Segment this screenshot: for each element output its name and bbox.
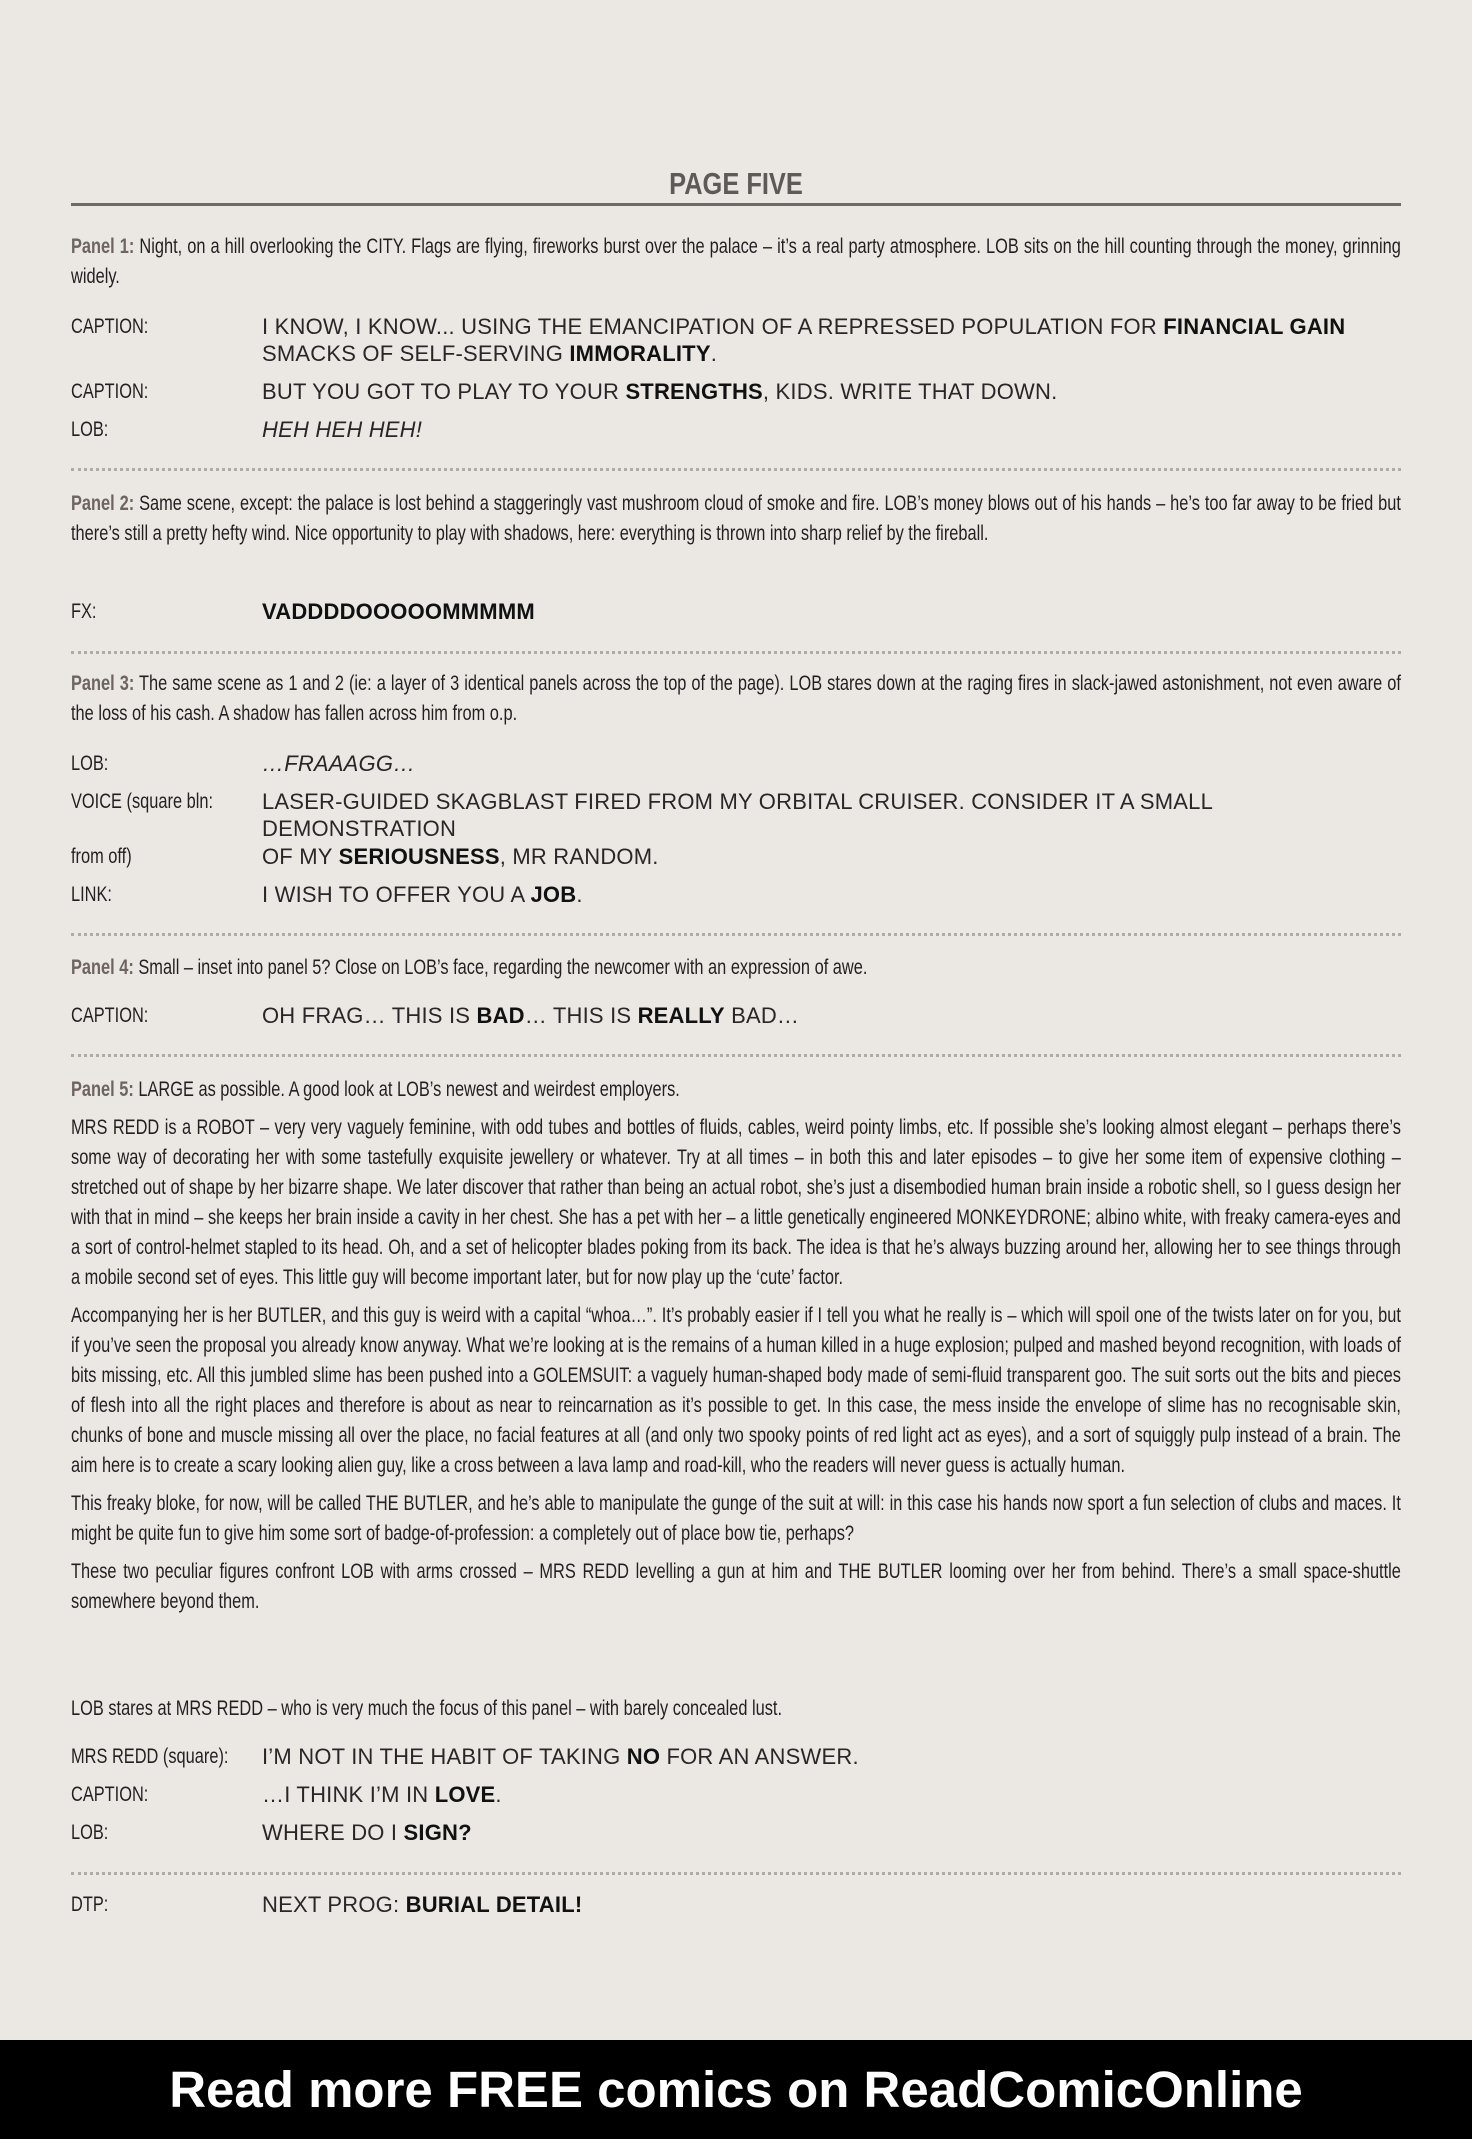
dialogue-line: BUT YOU GOT TO PLAY TO YOUR STRENGTHS, KIDS. WRITE THAT DOWN. bbox=[262, 379, 1058, 404]
speaker: CAPTION: bbox=[71, 315, 149, 338]
title-divider bbox=[71, 203, 1401, 206]
section-divider bbox=[71, 651, 1401, 654]
dialogue-line: VADDDDOOOOOMMMMM bbox=[262, 599, 535, 624]
dialogue-line: OH FRAG… THIS IS BAD… THIS IS REALLY BAD… bbox=[262, 1003, 800, 1028]
panel-label: Panel 5: bbox=[71, 1078, 134, 1101]
speaker: CAPTION: bbox=[71, 380, 149, 403]
dialogue-line: I WISH TO OFFER YOU A JOB. bbox=[262, 882, 583, 907]
section-divider bbox=[71, 933, 1401, 936]
speaker: LOB: bbox=[71, 752, 109, 775]
speaker: DTP: bbox=[71, 1893, 109, 1916]
dialogue-line: OF MY SERIOUSNESS, MR RANDOM. bbox=[262, 844, 659, 869]
panel-3-description bbox=[71, 669, 1401, 737]
paragraph: Accompanying her is her BUTLER, and this guy is weird with a capital “whoa…”. It’s probably easier if I tell you what he really is – which will spoil one of the twists later on for you, but if you’ve seen the proposal you already know anyway. What we’re looking at is the remains of a human killed in a huge explosion; pulped and mashed beyond recognition, with loads of bits missing, etc. All this jumbled slime has been pushed into a GOLEMSUIT: a vaguely human-shaped body made of semi-fluid transparent goo. The suit sorts out the bits and pieces of flesh into all the right places and therefore is about as near to reincarnation as it’s possible to get. In this case, the mess inside the envelope of slime has no recognisable skin, chunks of bone and muscle missing all over the place, no facial features at all (and only two spooky points of red light act as eyes), and a sort of squiggly pulp instead of a brain. The aim here is to create a scary looking alien guy, like a cross between a lava lamp and road-kill, who the readers will never guess is actually human. bbox=[71, 1304, 1401, 1477]
panel-text: Night, on a hill overlooking the CITY. Flags are flying, fireworks burst over the palace – it’s a real party atmosphere. LOB sits on the hill counting through the money, grinning widely. bbox=[71, 235, 1401, 288]
panel-text: Small – inset into panel 5? Close on LOB’s face, regarding the newcomer with an expression of awe. bbox=[133, 956, 868, 979]
speaker: LOB: bbox=[71, 418, 109, 441]
section-divider bbox=[71, 1872, 1401, 1875]
paragraph: MRS REDD is a ROBOT – very very vaguely feminine, with odd tubes and bottles of fluids, cables, weird pointy limbs, etc. If possible she’s looking almost elegant – perhaps there’s some way of decorating her with some tastefully exquisite jewellery or whatever. Try at all times – in both this and later episodes – to give her some item of expensive clothing – stretched out of shape by her bizarre shape. We later discover that rather than being an actual robot, she’s just a disembodied human brain inside a robotic shell, so I guess design her with that in mind – she keeps her brain inside a cavity in her chest. She has a pet with her – a little genetically engineered MONKEYDRONE; albino white, with freaky camera-eyes and a sort of control-helmet stapled to its head. Oh, and a set of helicopter blades poking from its back. The idea is that he’s always buzzing around her, allowing her to see things through a mobile second set of eyes. This little guy will become important later, but for now play up the ‘cute’ factor. bbox=[71, 1116, 1401, 1289]
speaker: LOB: bbox=[71, 1821, 109, 1844]
section-divider bbox=[71, 468, 1401, 471]
speaker: LINK: bbox=[71, 883, 112, 906]
dialogue-line: I’M NOT IN THE HABIT OF TAKING NO FOR AN ANSWER. bbox=[262, 1744, 859, 1769]
paragraph: This freaky bloke, for now, will be called THE BUTLER, and he’s able to manipulate the gunge of the suit at will: in this case his hands now sport a fun selection of clubs and maces. It might be quite fun to give him some sort of badge-of-profession: a completely out of place bow tie, perhaps? bbox=[71, 1492, 1401, 1545]
speaker: VOICE (square bln: bbox=[71, 790, 214, 813]
next-prog-line: NEXT PROG: BURIAL DETAIL! bbox=[262, 1892, 583, 1917]
panel-label: Panel 4: bbox=[71, 956, 134, 979]
panel-label: Panel 2: bbox=[71, 492, 135, 515]
paragraph: LOB stares at MRS REDD – who is very much the focus of this panel – with barely concealed lust. bbox=[71, 1697, 783, 1720]
panel-text: Same scene, except: the palace is lost behind a staggeringly vast mushroom cloud of smoke and fire. LOB’s money blows out of his hands – he’s too far away to be fried but there’s still a pretty hefty wind. Nice opportunity to play with shadows, here: everything is thrown into sharp relief by the fireball. bbox=[71, 492, 1401, 545]
panel-label: Panel 3: bbox=[71, 672, 135, 695]
panel-4-description bbox=[71, 953, 1401, 991]
speaker: FX: bbox=[71, 600, 97, 623]
panel-2-description bbox=[71, 489, 1401, 557]
paragraph: These two peculiar figures confront LOB with arms crossed – MRS REDD levelling a gun at him and THE BUTLER looming over her from behind. There’s a small space-shuttle somewhere beyond them. bbox=[71, 1560, 1401, 1613]
speaker: CAPTION: bbox=[71, 1783, 149, 1806]
section-divider bbox=[71, 1054, 1401, 1057]
panel-1-description bbox=[71, 232, 1401, 300]
panel-5-note bbox=[71, 1694, 1401, 1732]
panel-5-description bbox=[71, 1075, 1401, 1625]
dialogue-line: WHERE DO I SIGN? bbox=[262, 1820, 472, 1845]
panel-text: LARGE as possible. A good look at LOB’s newest and weirdest employers. bbox=[133, 1078, 680, 1101]
promo-banner[interactable]: Read more FREE comics on ReadComicOnline bbox=[0, 2040, 1472, 2139]
dialogue-line: …FRAAAGG… bbox=[262, 751, 416, 776]
dialogue-line: HEH HEH HEH! bbox=[262, 417, 423, 442]
panel-label: Panel 1: bbox=[71, 235, 135, 258]
dialogue-line: LASER-GUIDED SKAGBLAST FIRED FROM MY ORBITAL CRUISER. CONSIDER IT A SMALL DEMONSTRATION bbox=[262, 789, 1213, 841]
dialogue-line: …I THINK I’M IN LOVE. bbox=[262, 1782, 502, 1807]
speaker: MRS REDD (square): bbox=[71, 1745, 229, 1768]
page-title: PAGE FIVE bbox=[669, 166, 803, 201]
dialogue-line: I KNOW, I KNOW... USING THE EMANCIPATION OF A REPRESSED POPULATION FOR FINANCIAL GAIN SMACKS OF SELF-SERVING IMMORALITY. bbox=[262, 314, 1346, 366]
panel-text: The same scene as 1 and 2 (ie: a layer of 3 identical panels across the top of the page). LOB stares down at the raging fires in slack-jawed astonishment, not even aware of the loss of his cash. A shadow has fallen across him from o.p. bbox=[71, 672, 1401, 725]
speaker: CAPTION: bbox=[71, 1004, 149, 1027]
speaker: from off) bbox=[71, 845, 132, 868]
